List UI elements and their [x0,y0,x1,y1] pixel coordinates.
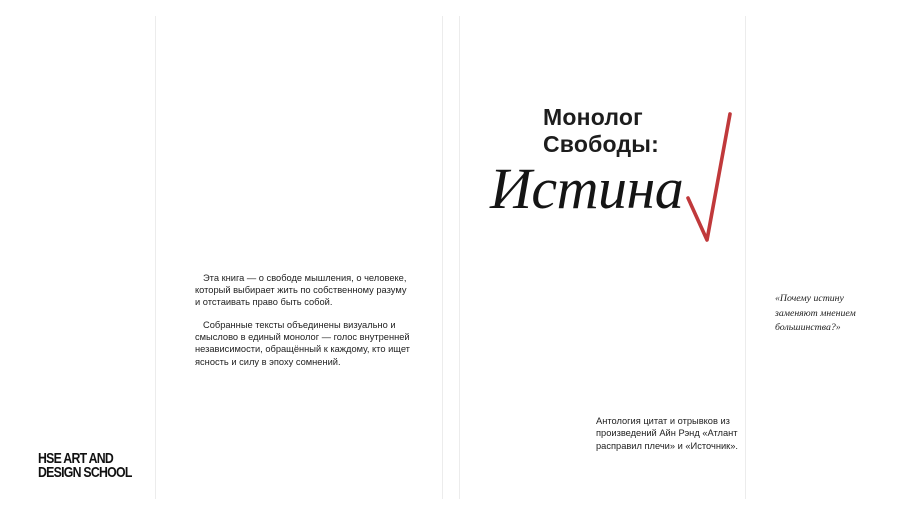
intro-paragraph: Собранные тексты объединены визуально и смыслово в единый монолог — голос внутренней независимости, обращённый к каждому, кто ищет ясность и силу в эпоху сомнений. [195,320,410,367]
column-rule [155,16,156,499]
intro-paragraph: Эта книга — о свободе мышления, о человеке, который выбирает жить по собственному разуму и отстаивать право быть собой. [195,273,407,308]
title-line: Монолог [543,104,643,130]
pull-quote: «Почему истину заменяют мнением большинства?» [775,293,856,333]
title-accent: Истина [490,156,684,221]
hse-logo [38,452,132,480]
cover-subtitle: Антология цитат и отрывков из произведений Айн Рэнд «Атлант расправил плечи» и «Источник». [596,416,739,451]
column-rule [442,16,443,499]
logo-line: DESIGN SCHOOL [38,464,132,481]
title-line: Свободы: [543,131,659,157]
checkmark-icon [680,110,740,245]
cover-title [543,104,659,158]
column-rule [459,16,460,499]
logo-line: HSE ART AND [38,450,114,467]
intro-text [195,272,410,379]
